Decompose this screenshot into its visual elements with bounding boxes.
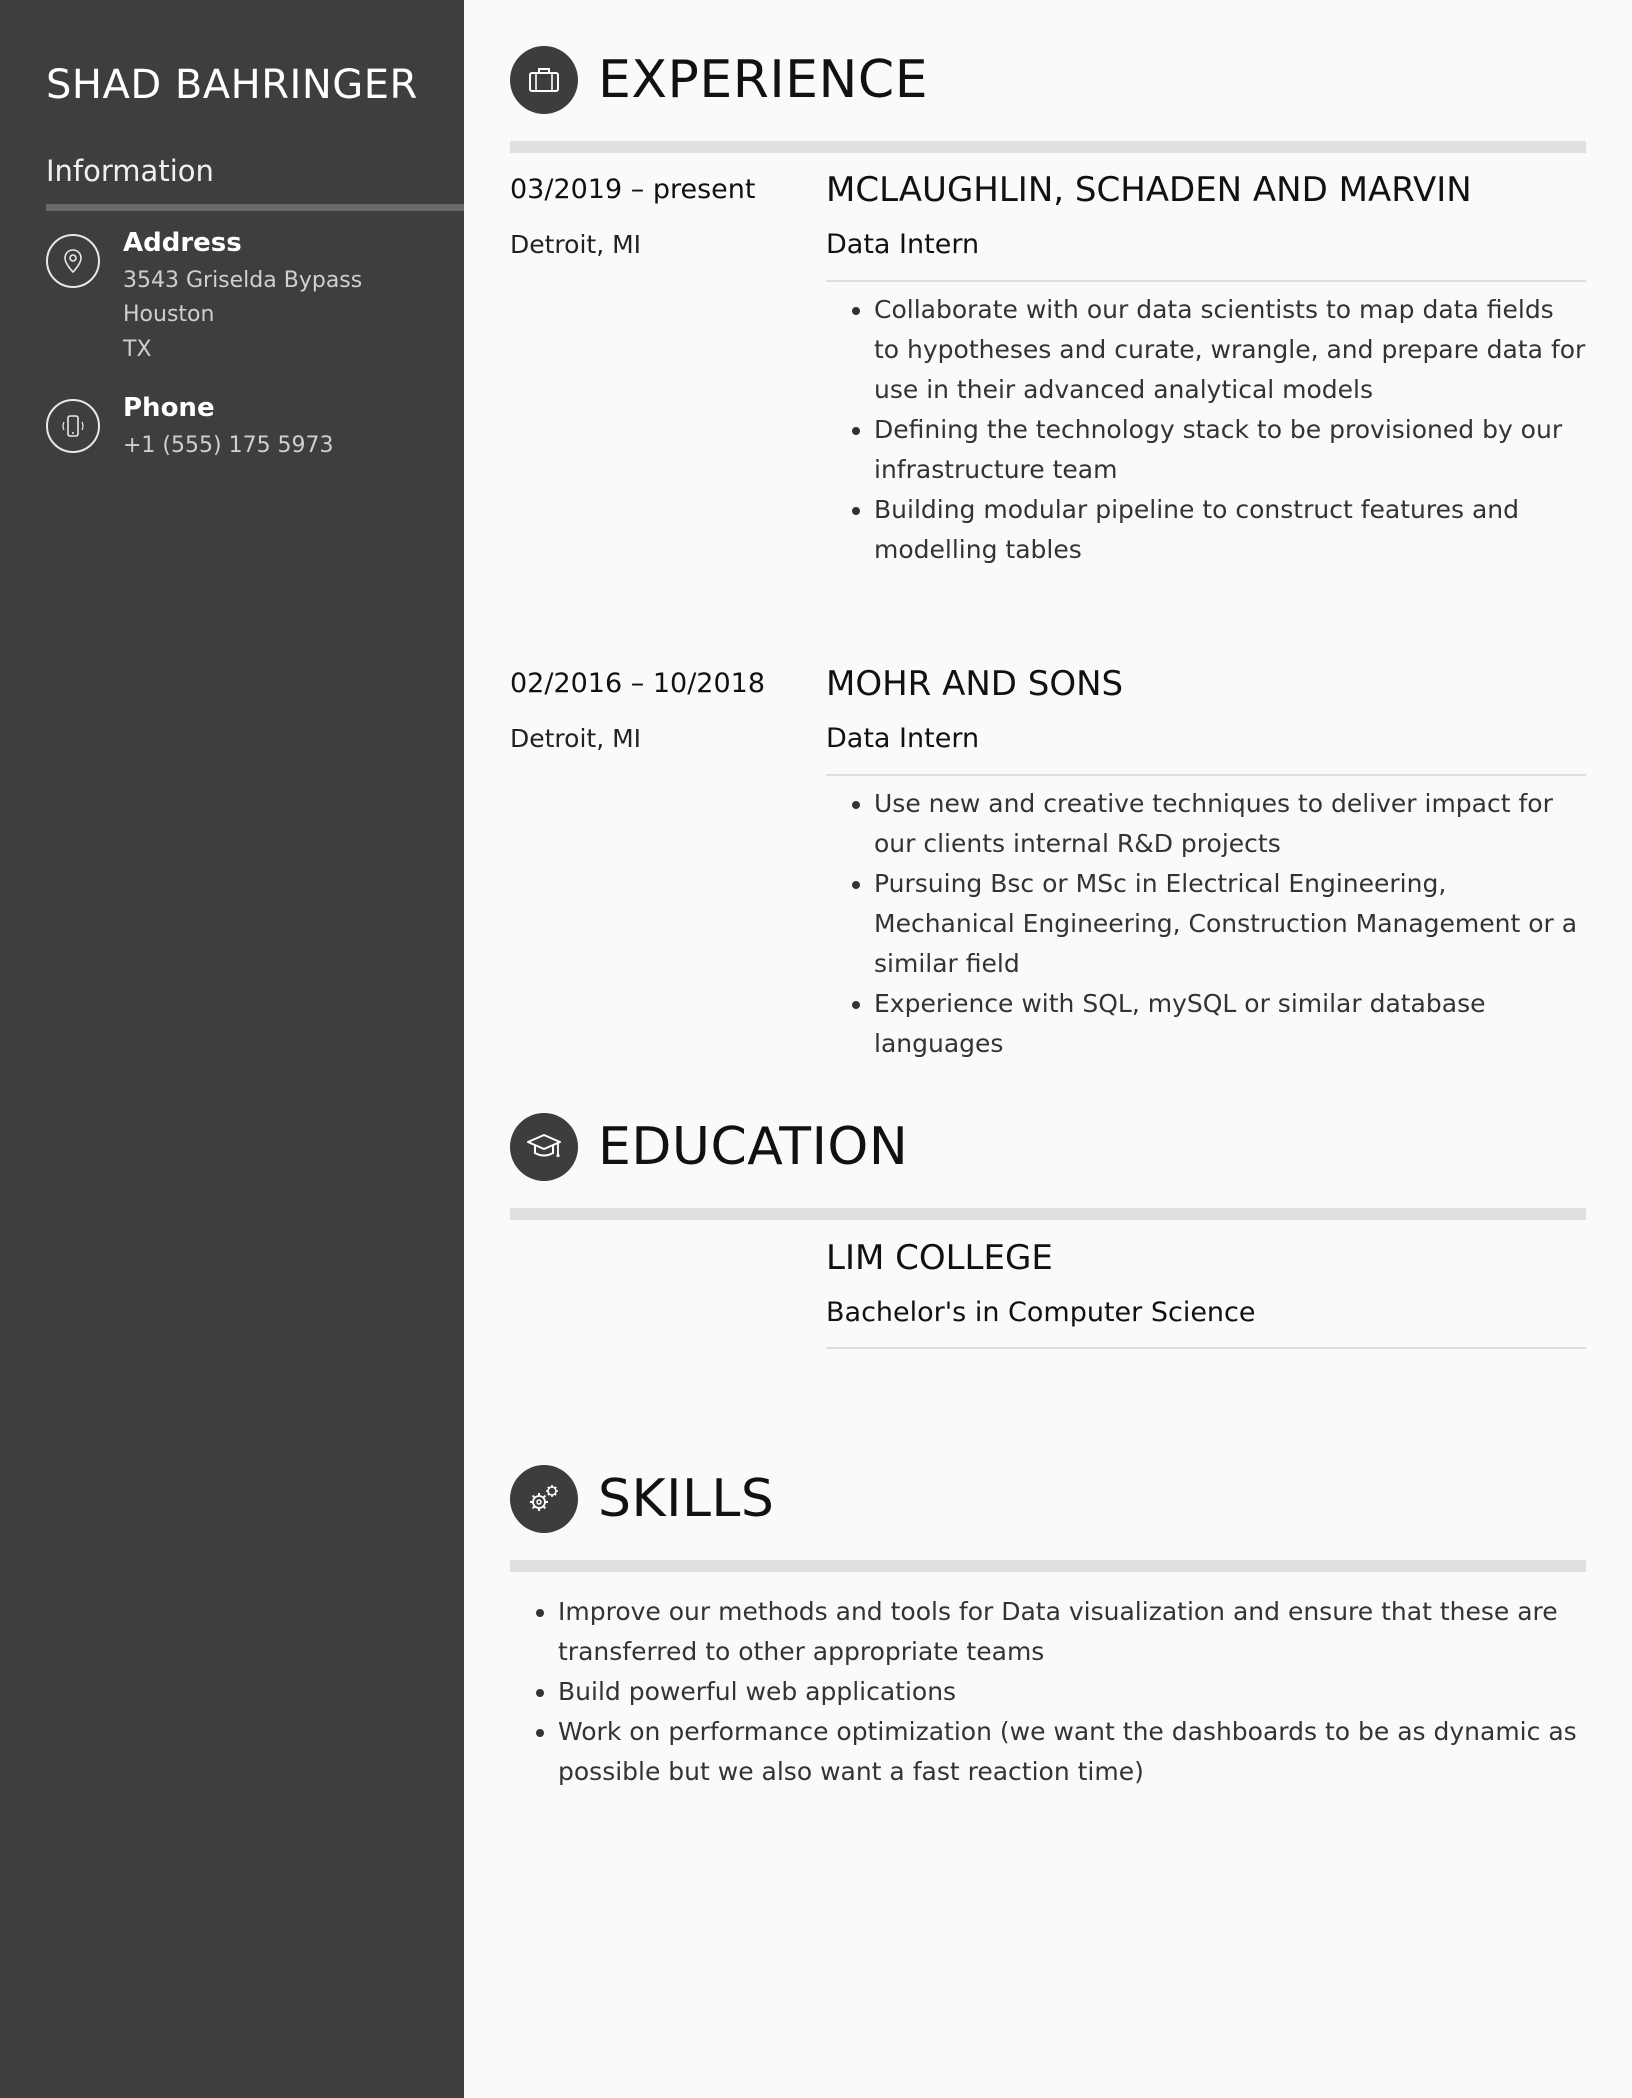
job-divider bbox=[826, 280, 1586, 282]
job-role: Data Intern bbox=[826, 723, 980, 754]
graduation-cap-icon bbox=[510, 1113, 578, 1181]
education-title: EDUCATION bbox=[598, 1117, 909, 1177]
job-company: MOHR AND SONS bbox=[826, 664, 1124, 704]
skill-item: • Build powerful web applications bbox=[558, 1672, 1588, 1712]
information-divider bbox=[46, 204, 464, 211]
gears-icon bbox=[510, 1465, 578, 1533]
school-name: LIM COLLEGE bbox=[826, 1238, 1053, 1278]
job-dates: 03/2019 – present bbox=[510, 174, 756, 205]
job-bullet: • Experience with SQL, mySQL or similar database languages bbox=[874, 984, 1586, 1064]
job-bullet: • Building modular pipeline to construct features and modelling tables bbox=[874, 490, 1586, 570]
skills-title: SKILLS bbox=[598, 1469, 775, 1529]
map-pin-icon bbox=[46, 234, 100, 288]
phone-label: Phone bbox=[123, 393, 215, 423]
degree: Bachelor's in Computer Science bbox=[826, 1297, 1256, 1328]
job-bullet: • Pursuing Bsc or MSc in Electrical Engineering, Mechanical Engineering, Construction Management or a similar field bbox=[874, 864, 1586, 984]
information-heading: Information bbox=[46, 154, 214, 188]
briefcase-icon bbox=[510, 46, 578, 114]
job-dates: 02/2016 – 10/2018 bbox=[510, 668, 765, 699]
job-bullet: • Collaborate with our data scientists to map data fields to hypotheses and curate, wrangle, and prepare data for use in their advanced analytical models bbox=[874, 290, 1586, 410]
address-line-1: 3543 Griselda Bypass bbox=[123, 268, 363, 293]
skill-item: • Improve our methods and tools for Data visualization and ensure that these are transferred to other appropriate teams bbox=[558, 1592, 1588, 1672]
job-bullets bbox=[826, 784, 1586, 1064]
address-label: Address bbox=[123, 228, 242, 258]
mobile-phone-icon bbox=[46, 399, 100, 453]
candidate-name: SHAD BAHRINGER bbox=[46, 62, 418, 108]
job-divider bbox=[826, 774, 1586, 776]
education-title-bar bbox=[510, 1208, 1586, 1220]
experience-title: EXPERIENCE bbox=[598, 50, 929, 110]
experience-title-bar bbox=[510, 141, 1586, 153]
address-line-2: Houston bbox=[123, 302, 215, 327]
job-bullet: • Defining the technology stack to be provisioned by our infrastructure team bbox=[874, 410, 1586, 490]
phone-value[interactable]: +1 (555) 175 5973 bbox=[123, 433, 334, 458]
job-bullets bbox=[826, 290, 1586, 570]
job-bullet: • Use new and creative techniques to deliver impact for our clients internal R&D projects bbox=[874, 784, 1586, 864]
sidebar bbox=[0, 0, 464, 2098]
job-location: Detroit, MI bbox=[510, 724, 642, 753]
job-location: Detroit, MI bbox=[510, 230, 642, 259]
address-line-3: TX bbox=[123, 337, 152, 362]
skill-item: • Work on performance optimization (we want the dashboards to be as dynamic as possible but we also want a fast reaction time) bbox=[558, 1712, 1588, 1792]
skills-title-bar bbox=[510, 1560, 1586, 1572]
job-role: Data Intern bbox=[826, 229, 980, 260]
education-divider bbox=[826, 1347, 1586, 1349]
job-company: MCLAUGHLIN, SCHADEN AND MARVIN bbox=[826, 170, 1472, 210]
skills-list bbox=[510, 1592, 1588, 1792]
